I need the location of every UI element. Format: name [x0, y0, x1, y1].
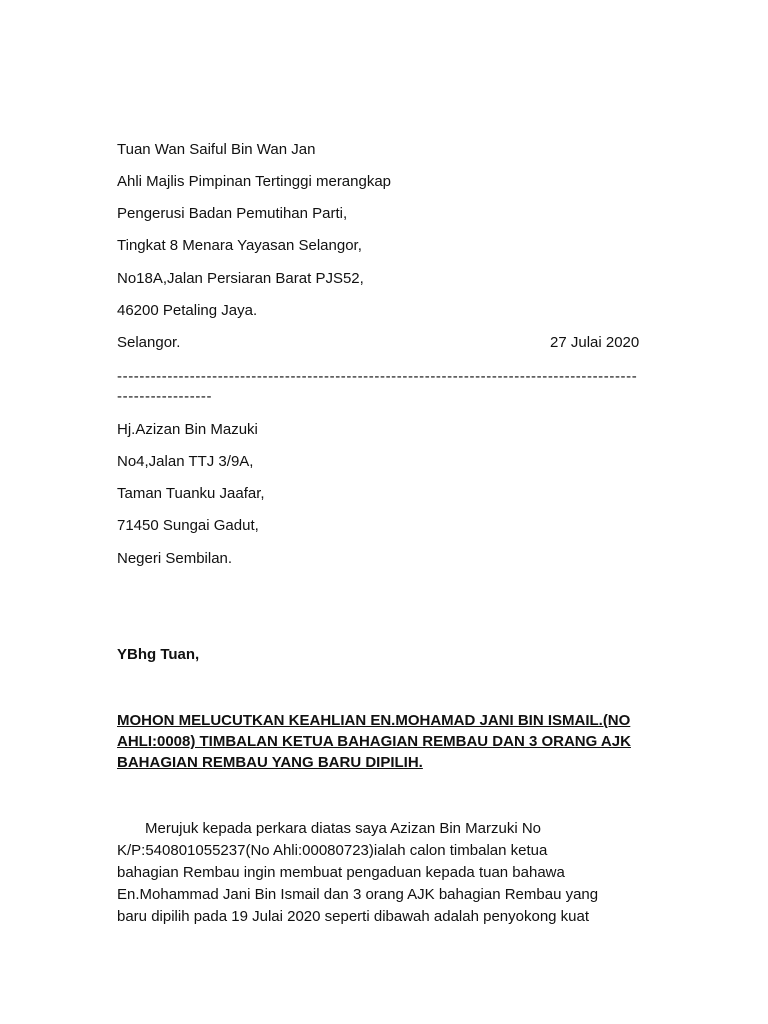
sender-line-2: No4,Jalan TTJ 3/9A,: [117, 453, 254, 470]
recipient-line-6: 46200 Petaling Jaya.: [117, 302, 258, 319]
recipient-line-1: Tuan Wan Saiful Bin Wan Jan: [117, 141, 316, 158]
sender-line-4: 71450 Sungai Gadut,: [117, 517, 259, 534]
body-line-2: K/P:540801055237(No Ahli:00080723)ialah calon timbalan ketua: [117, 842, 548, 859]
body-line-4: En.Mohammad Jani Bin Ismail dan 3 orang AJK bahagian Rembau yang: [117, 886, 599, 903]
separator-line-1: ---------------------------------------------------------------------------------------------: [117, 368, 638, 385]
sender-line-5: Negeri Sembilan.: [117, 550, 233, 567]
subject-line-2: AHLI:0008) TIMBALAN KETUA BAHAGIAN REMBAU DAN 3 ORANG AJK: [117, 733, 631, 750]
sender-line-1: Hj.Azizan Bin Mazuki: [117, 421, 258, 438]
separator-line-2: -----------------: [117, 388, 213, 405]
body-line-3: bahagian Rembau ingin membuat pengaduan kepada tuan bahawa: [117, 864, 565, 881]
subject-line-1: MOHON MELUCUTKAN KEAHLIAN EN.MOHAMAD JANI BIN ISMAIL.(NO: [117, 712, 631, 729]
recipient-line-7: Selangor.: [117, 334, 181, 351]
letter-date: 27 Julai 2020: [550, 334, 640, 351]
body-line-1: Merujuk kepada perkara diatas saya Azizan Bin Marzuki No: [145, 820, 542, 837]
recipient-line-2: Ahli Majlis Pimpinan Tertinggi merangkap: [117, 173, 392, 190]
recipient-line-3: Pengerusi Badan Pemutihan Parti,: [117, 205, 348, 222]
salutation: YBhg Tuan,: [117, 646, 200, 663]
subject-line-3: BAHAGIAN REMBAU YANG BARU DIPILIH.: [117, 754, 423, 771]
body-line-5: baru dipilih pada 19 Julai 2020 seperti dibawah adalah penyokong kuat: [117, 908, 590, 925]
sender-line-3: Taman Tuanku Jaafar,: [117, 485, 265, 502]
recipient-line-4: Tingkat 8 Menara Yayasan Selangor,: [117, 237, 362, 254]
recipient-line-5: No18A,Jalan Persiaran Barat PJS52,: [117, 270, 364, 287]
